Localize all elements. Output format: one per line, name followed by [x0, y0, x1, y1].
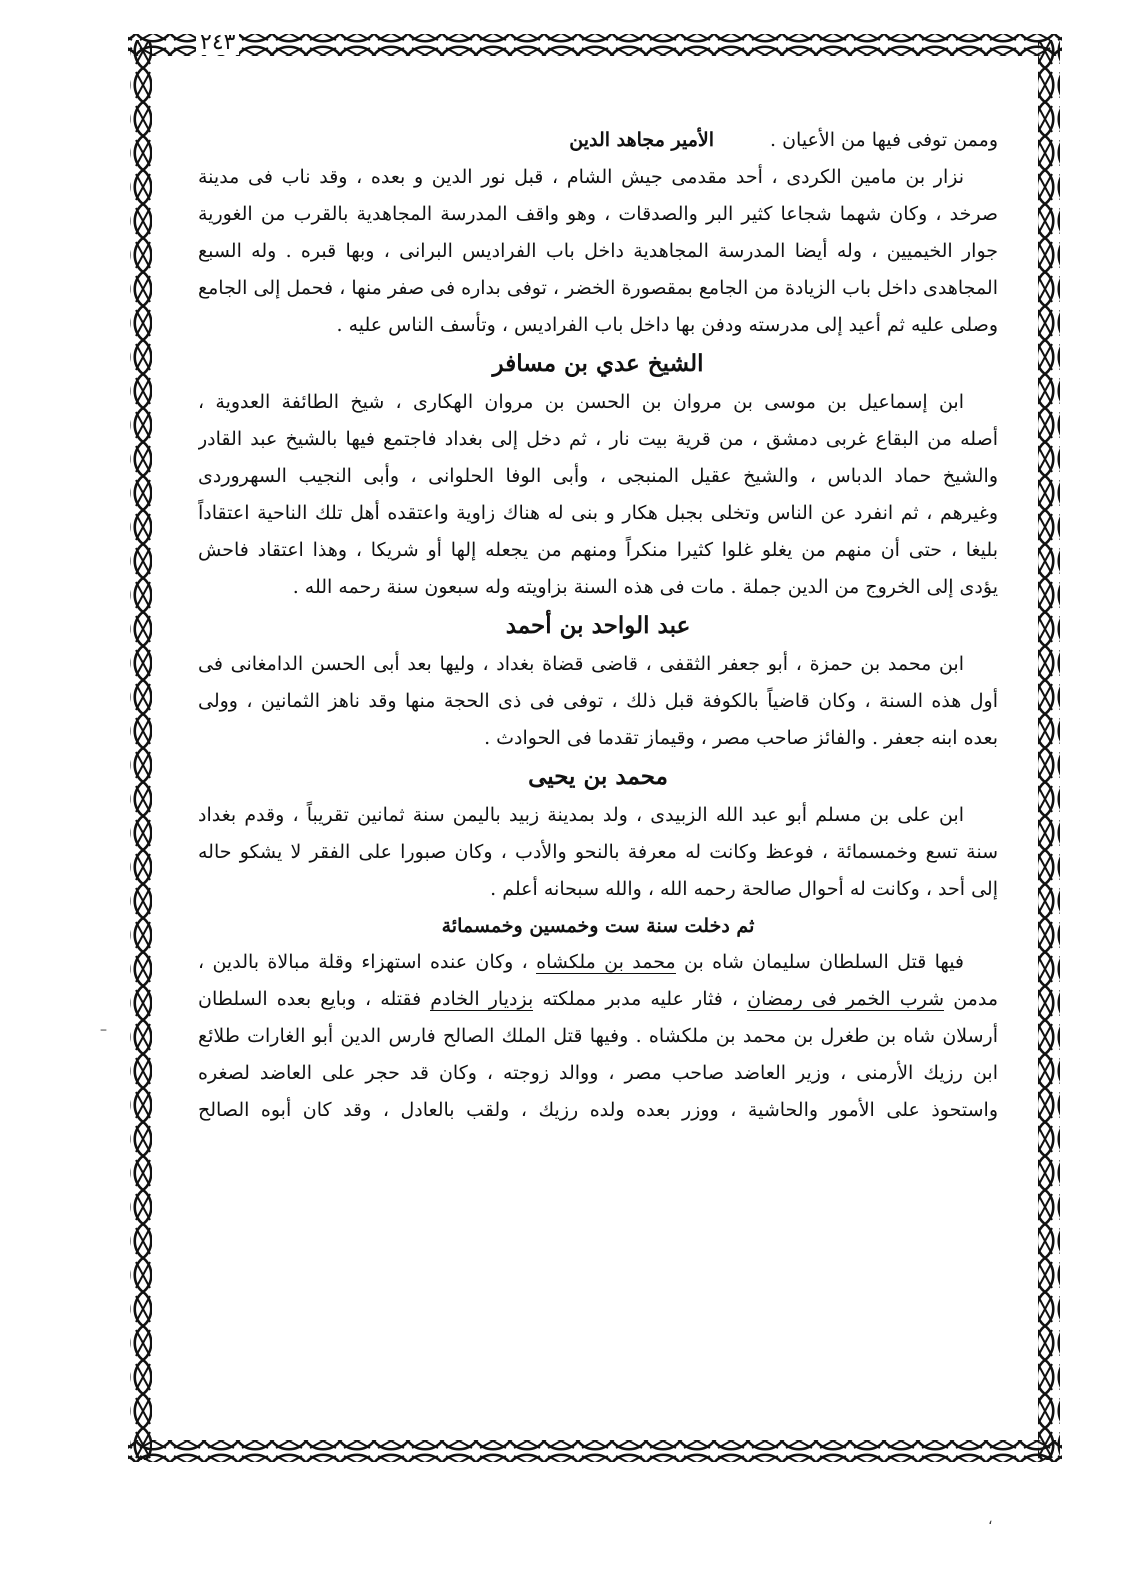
- text-line: أصله من البقاع غربى دمشق ، من قرية بيت نار ، ثم دخل إلى بغداد فاجتمع فيها بالشيخ عبد القادر: [198, 428, 998, 450]
- text-line: يؤدى إلى الخروج من الدين جملة . مات فى هذه السنة بزاويته وله سبعون سنة رحمه الله .: [292, 576, 998, 598]
- text-line: ابن محمد بن حمزة ، أبو جعفر الثقفى ، قاضى قضاة بغداد ، وليها بعد أبى الحسن الدامغانى فى: [198, 653, 964, 675]
- underlined-text: بزديار الخادم: [430, 988, 534, 1010]
- intro-text: وممن توفى فيها من الأعيان .: [770, 129, 998, 151]
- text-line: نزار بن مامين الكردى ، أحد مقدمى جيش الشام ، قبل نور الدين و بعده ، وقد ناب فى مدينة: [198, 166, 964, 188]
- section-heading: عبد الواحد بن أحمد: [505, 612, 691, 639]
- text-line: ابن رزيك الأرمنى ، وزير العاضد صاحب مصر ، ووالد زوجته ، وكان قد حجر على العاضد لصغره: [198, 1062, 998, 1084]
- text-line: واستحوذ على الأمور والحاشية ، ووزر بعده ولده رزيك ، ولقب بالعادل ، وقد كان أبوه الصالح: [198, 1099, 998, 1121]
- underlined-text: شرب الخمر فى رمضان: [747, 988, 945, 1010]
- border-left: [130, 40, 152, 1460]
- text-line: وصلى عليه ثم أعيد إلى مدرسته ودفن بها داخل باب الفراديس ، وتأسف الناس عليه .: [336, 314, 998, 336]
- section-heading: الشيخ عدي بن مسافر: [492, 350, 704, 377]
- page-number: ٢٤٣: [196, 30, 239, 55]
- text-line: بليغا ، حتى أن منهم من يغلو غلوا كثيرا منكراً ومنهم من يجعله إلها أو شريكا ، وهذا اعتقاد فاحش: [198, 539, 998, 561]
- text-line: [198, 981, 998, 1018]
- text-line: والشيخ حماد الدباس ، والشيخ عقيل المنبجى ، وأبى الوفا الحلوانى ، وأبى النجيب السهروردى: [198, 465, 998, 487]
- text-line: [198, 944, 998, 981]
- border-top: [128, 34, 1062, 56]
- intro-row: [198, 122, 998, 159]
- underlined-text: محمد بن ملكشاه: [536, 951, 676, 973]
- text-run: مدمن: [944, 988, 998, 1010]
- text-line: سنة تسع وخمسمائة ، فوعظ وكانت له معرفة بالنحو والأدب ، وكان صبورا على الفقر لا يشكو حاله: [198, 841, 998, 863]
- text-run: ، فثار عليه مدبر مملكته: [533, 988, 748, 1010]
- main-text: [198, 122, 998, 1129]
- text-line: أرسلان شاه بن طغرل بن محمد بن ملكشاه . وفيها قتل الملك الصالح فارس الدين أبو الغارات طلائع: [198, 1025, 998, 1047]
- text-run: ، وكان عنده استهزاء وقلة مبالاة بالدين ،: [198, 951, 537, 973]
- text-run: فقتله ، وبايع بعده السلطان: [198, 988, 431, 1010]
- text-run: فيها قتل السلطان سليمان شاه بن: [675, 951, 965, 973]
- text-line: ابن على بن مسلم أبو عبد الله الزبيدى ، ولد بمدينة زبيد باليمن سنة ثمانين تقريباً ، وقدم بغداد: [198, 804, 964, 826]
- text-line: جوار الخيميين ، وله أيضا المدرسة المجاهدية داخل باب الفراديس البرانى ، وبها قبره . وله السبع: [198, 240, 998, 262]
- text-line: المجاهدى داخل باب الزيادة من الجامع بمقصورة الخضر ، توفى بداره فى صفر منها ، فحمل إلى الجامع: [198, 277, 998, 299]
- text-line: أول هذه السنة ، وكان قاضياً بالكوفة قبل ذلك ، توفى فى ذى الحجة منها وقد ناهز الثمانين ، وولى: [198, 690, 998, 712]
- text-line: ابن إسماعيل بن موسى بن مروان بن الحسن بن مروان الهكارى ، شيخ الطائفة العدوية ،: [198, 391, 964, 413]
- text-line: بعده ابنه جعفر . والفائز صاحب مصر ، وقيماز تقدما فى الحوادث .: [484, 727, 998, 749]
- border-right: [1038, 40, 1060, 1460]
- year-heading: ثم دخلت سنة ست وخمسين وخمسمائة: [441, 915, 755, 937]
- margin-mark: ،: [988, 1512, 993, 1528]
- intro-heading: الأمير مجاهد الدين: [569, 129, 714, 151]
- border-bottom: [128, 1440, 1062, 1462]
- section-heading: محمد بن يحيى: [528, 763, 668, 790]
- margin-mark: –: [100, 1022, 107, 1038]
- text-line: وغيرهم ، ثم انفرد عن الناس وتخلى بجبل هكار و بنى له هناك زاوية واعتقده أهل تلك الناحية اعتقاداً: [198, 502, 998, 524]
- text-line: صرخد ، وكان شهما شجاعا كثير البر والصدقات ، وهو واقف المدرسة المجاهدية بالقرب من الغورية: [198, 203, 998, 225]
- text-line: إلى أحد ، وكانت له أحوال صالحة رحمه الله ، والله سبحانه أعلم .: [490, 878, 998, 900]
